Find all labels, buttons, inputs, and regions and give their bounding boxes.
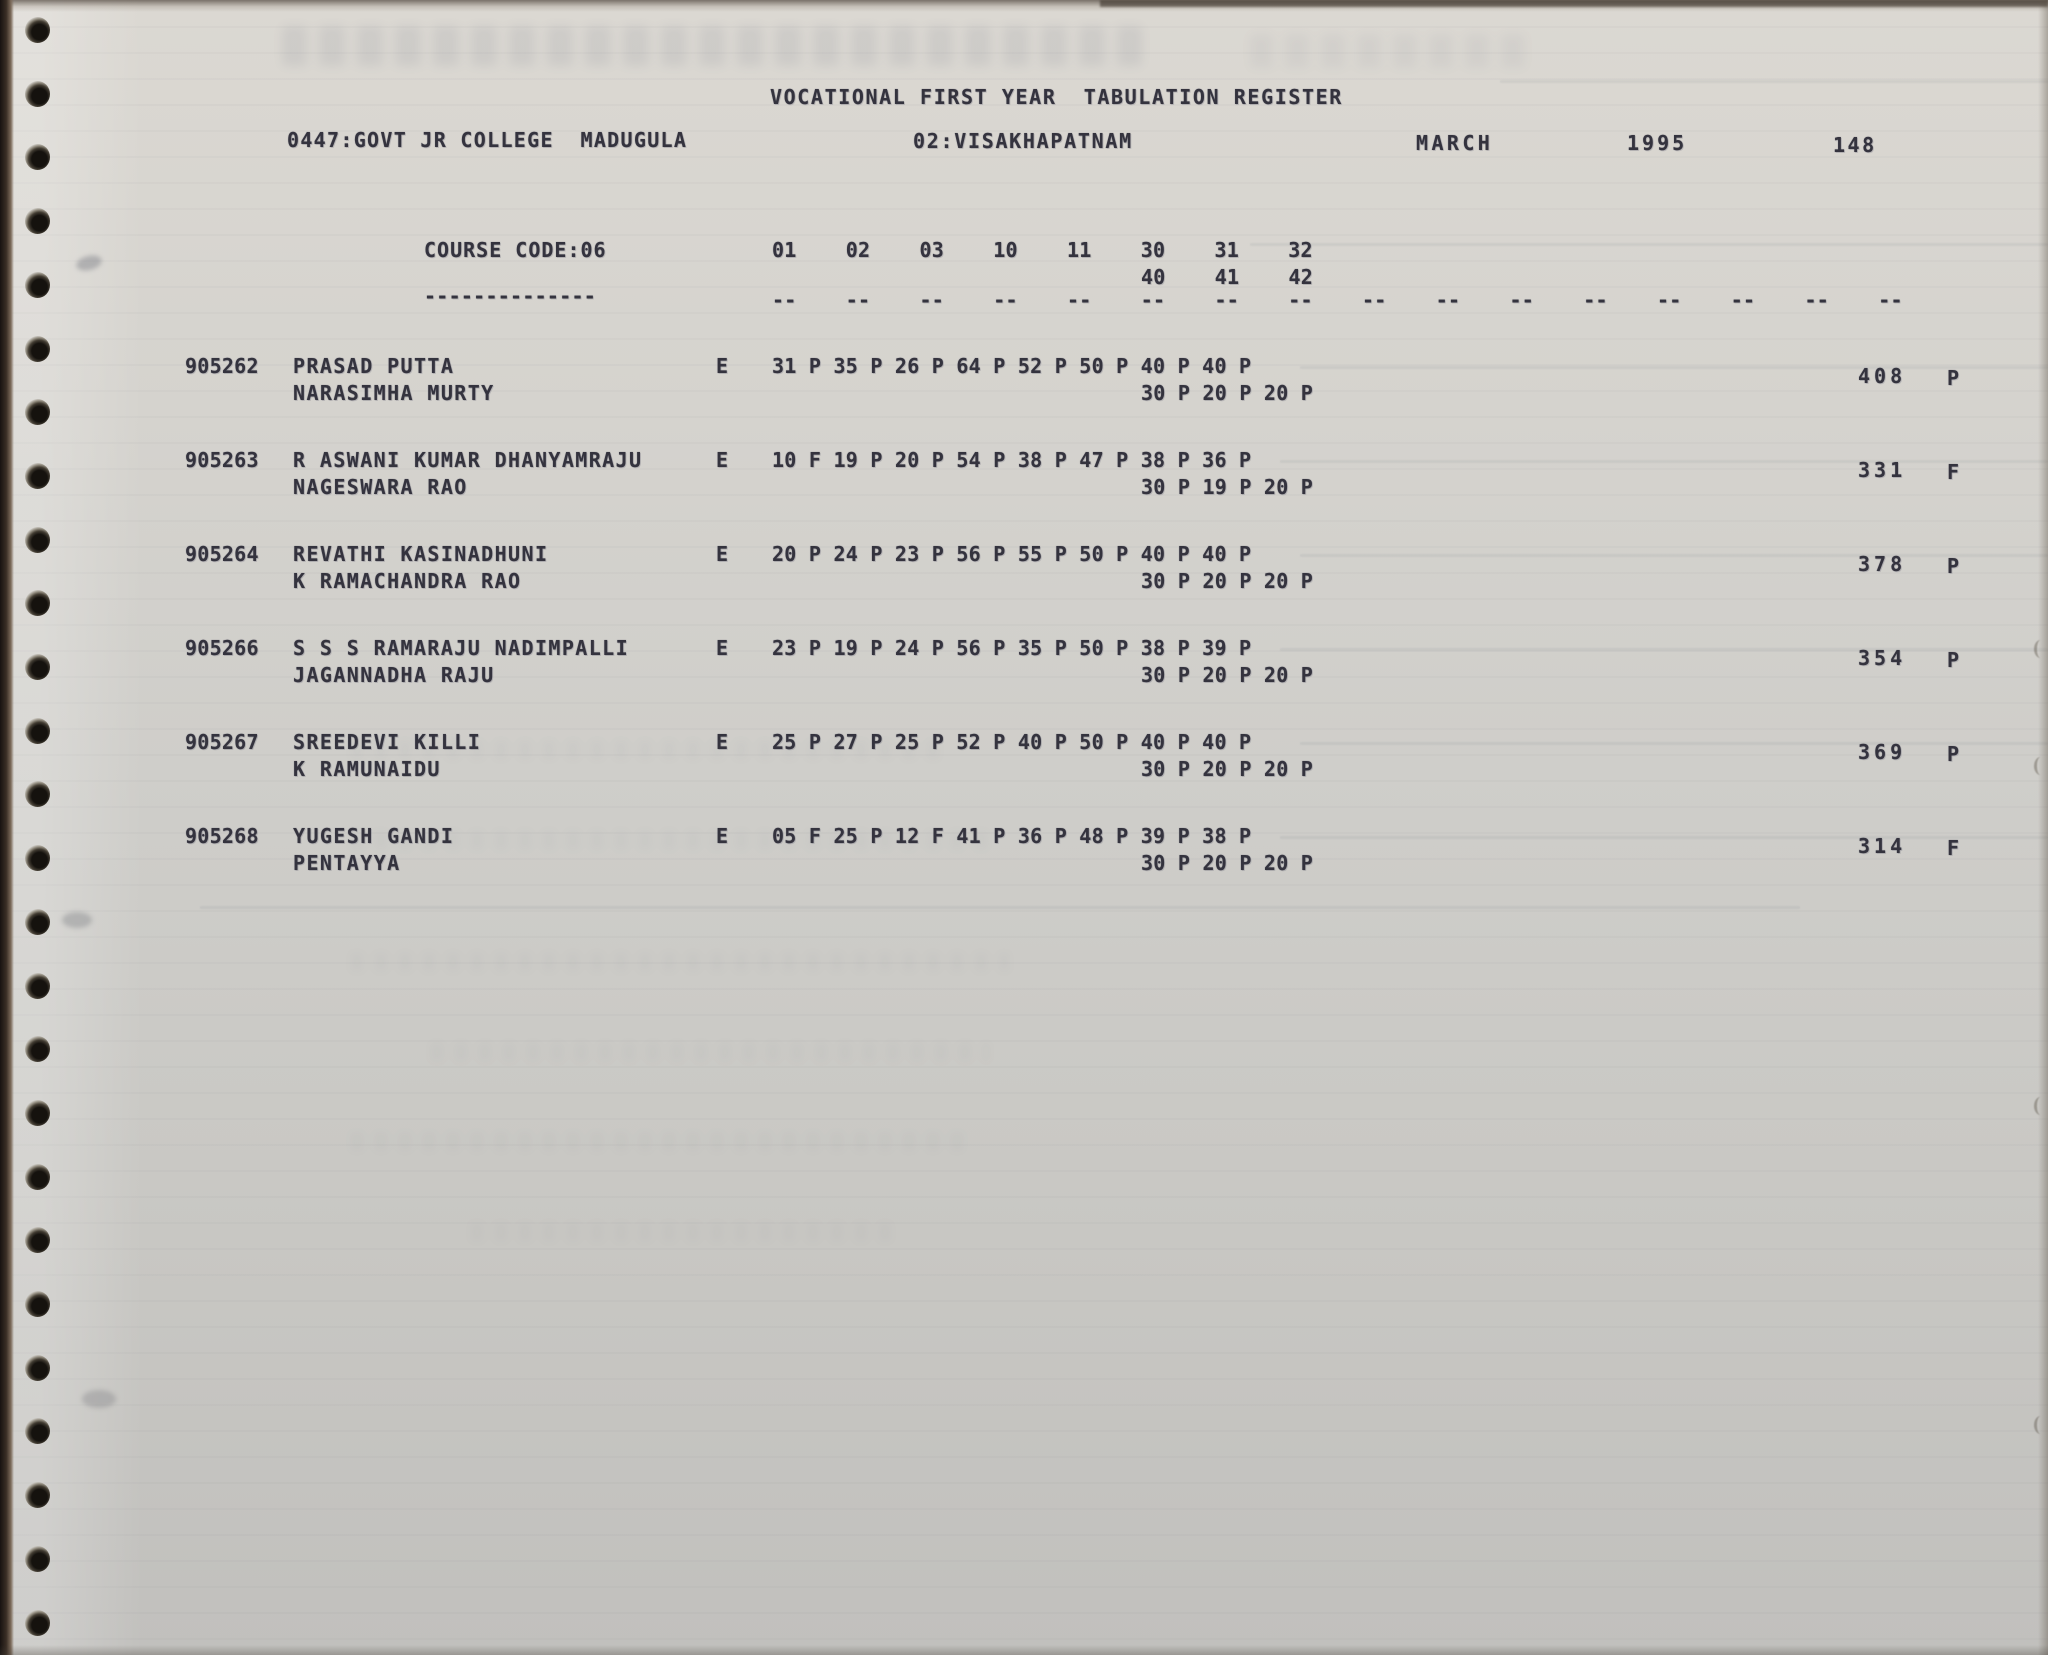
subject-code-headers-row2: 40 41 42 <box>1141 265 1314 289</box>
punch-hole <box>25 1100 50 1126</box>
marks-line-1: 20 P 24 P 23 P 56 P 55 P 50 P 40 P 40 P <box>772 542 1252 566</box>
student-name: REVATHI KASINADHUNI <box>293 542 549 566</box>
marks-line-2: 30 P 19 P 20 P <box>1141 475 1314 499</box>
college-code-name: 0447:GOVT JR COLLEGE MADUGULA <box>287 128 688 152</box>
punch-hole <box>25 1355 50 1381</box>
paper-bottom-edge <box>0 1645 2048 1655</box>
bleed-through-ghost-text <box>282 26 1142 66</box>
result-flag: F <box>1947 836 1960 860</box>
scanner-streak <box>200 906 1800 909</box>
medium-flag: E <box>716 730 729 754</box>
bleed-through-ghost-text <box>1250 34 1530 68</box>
medium-flag: E <box>716 542 729 566</box>
student-name: SREEDEVI KILLI <box>293 730 482 754</box>
marks-line-2: 30 P 20 P 20 P <box>1141 663 1314 687</box>
ghost-row <box>430 1042 990 1062</box>
student-name: PRASAD PUTTA <box>293 354 455 378</box>
roll-number: 905266 <box>185 636 259 660</box>
subject-code-headers-row1: 01 02 03 10 11 30 31 32 <box>772 238 1313 262</box>
roll-number: 905263 <box>185 448 259 472</box>
marks-line-1: 23 P 19 P 24 P 56 P 35 P 50 P 38 P 39 P <box>772 636 1252 660</box>
marks-line-1: 05 F 25 P 12 F 41 P 36 P 48 P 39 P 38 P <box>772 824 1252 848</box>
roll-number: 905264 <box>185 542 259 566</box>
paper-top-edge-shadow <box>1100 0 2048 7</box>
scanner-streak <box>1500 80 2048 83</box>
result-flag: P <box>1947 742 1960 766</box>
marks-line-2: 30 P 20 P 20 P <box>1141 569 1314 593</box>
punch-hole <box>25 1610 50 1636</box>
district-code-name: 02:VISAKHAPATNAM <box>913 129 1133 153</box>
student-row <box>0 541 2048 605</box>
punch-hole <box>25 81 50 107</box>
student-name: S S S RAMARAJU NADIMPALLI <box>293 636 630 660</box>
punch-hole <box>25 973 50 999</box>
punch-hole <box>25 1291 50 1317</box>
punch-hole <box>25 1546 50 1572</box>
punch-hole <box>25 144 50 170</box>
total-marks: 331 <box>1858 458 1907 482</box>
marks-line-1: 25 P 27 P 25 P 52 P 40 P 50 P 40 P 40 P <box>772 730 1252 754</box>
course-code-label: COURSE CODE:06 <box>424 238 607 262</box>
punch-hole <box>25 1164 50 1190</box>
total-marks: 354 <box>1858 646 1907 670</box>
punch-hole <box>25 208 50 234</box>
student-row <box>0 823 2048 887</box>
marks-line-1: 10 F 19 P 20 P 54 P 38 P 47 P 38 P 36 P <box>772 448 1252 472</box>
student-row <box>0 353 2048 417</box>
marks-line-2: 30 P 20 P 20 P <box>1141 851 1314 875</box>
punch-hole <box>25 1418 50 1444</box>
result-flag: P <box>1947 648 1960 672</box>
medium-flag: E <box>716 448 729 472</box>
student-row <box>0 729 2048 793</box>
paper-smudge <box>82 1390 116 1408</box>
exam-month: MARCH <box>1416 131 1494 155</box>
father-name: K RAMACHANDRA RAO <box>293 569 522 593</box>
result-flag: P <box>1947 366 1960 390</box>
punch-hole <box>25 1227 50 1253</box>
punch-hole <box>25 272 50 298</box>
ghost-row <box>350 952 1010 972</box>
father-name: NARASIMHA MURTY <box>293 381 495 405</box>
page-title: VOCATIONAL FIRST YEAR TABULATION REGISTER <box>770 85 1343 109</box>
page-curl-mark <box>2034 1097 2047 1115</box>
total-marks: 314 <box>1858 834 1907 858</box>
paper-smudge <box>75 253 104 273</box>
marks-line-2: 30 P 20 P 20 P <box>1141 757 1314 781</box>
punch-hole <box>25 1482 50 1508</box>
paper-smudge <box>62 912 92 928</box>
result-flag: F <box>1947 460 1960 484</box>
page-number: 148 <box>1833 133 1877 157</box>
column-underline-row: -- -- -- -- -- -- -- -- -- -- -- -- -- -- -- -- <box>772 288 1903 312</box>
punch-hole <box>25 17 50 43</box>
father-name: PENTAYYA <box>293 851 401 875</box>
father-name: JAGANNADHA RAJU <box>293 663 495 687</box>
marks-line-1: 31 P 35 P 26 P 64 P 52 P 50 P 40 P 40 P <box>772 354 1252 378</box>
page-curl-mark <box>2034 1416 2047 1434</box>
scanner-streak <box>1250 243 2048 246</box>
total-marks: 378 <box>1858 552 1907 576</box>
medium-flag: E <box>716 636 729 660</box>
roll-number: 905262 <box>185 354 259 378</box>
student-name: YUGESH GANDI <box>293 824 455 848</box>
ghost-row <box>470 1222 900 1242</box>
roll-number: 905267 <box>185 730 259 754</box>
punch-hole <box>25 1036 50 1062</box>
roll-number: 905268 <box>185 824 259 848</box>
student-row <box>0 635 2048 699</box>
father-name: K RAMUNAIDU <box>293 757 441 781</box>
ghost-row <box>350 1132 970 1152</box>
total-marks: 408 <box>1858 364 1907 388</box>
course-code-underline: -------------- <box>424 284 597 308</box>
student-name: R ASWANI KUMAR DHANYAMRAJU <box>293 448 643 472</box>
father-name: NAGESWARA RAO <box>293 475 468 499</box>
punch-hole <box>25 909 50 935</box>
student-row <box>0 447 2048 511</box>
marks-line-2: 30 P 20 P 20 P <box>1141 381 1314 405</box>
exam-year: 1995 <box>1627 131 1688 155</box>
total-marks: 369 <box>1858 740 1907 764</box>
medium-flag: E <box>716 824 729 848</box>
medium-flag: E <box>716 354 729 378</box>
result-flag: P <box>1947 554 1960 578</box>
